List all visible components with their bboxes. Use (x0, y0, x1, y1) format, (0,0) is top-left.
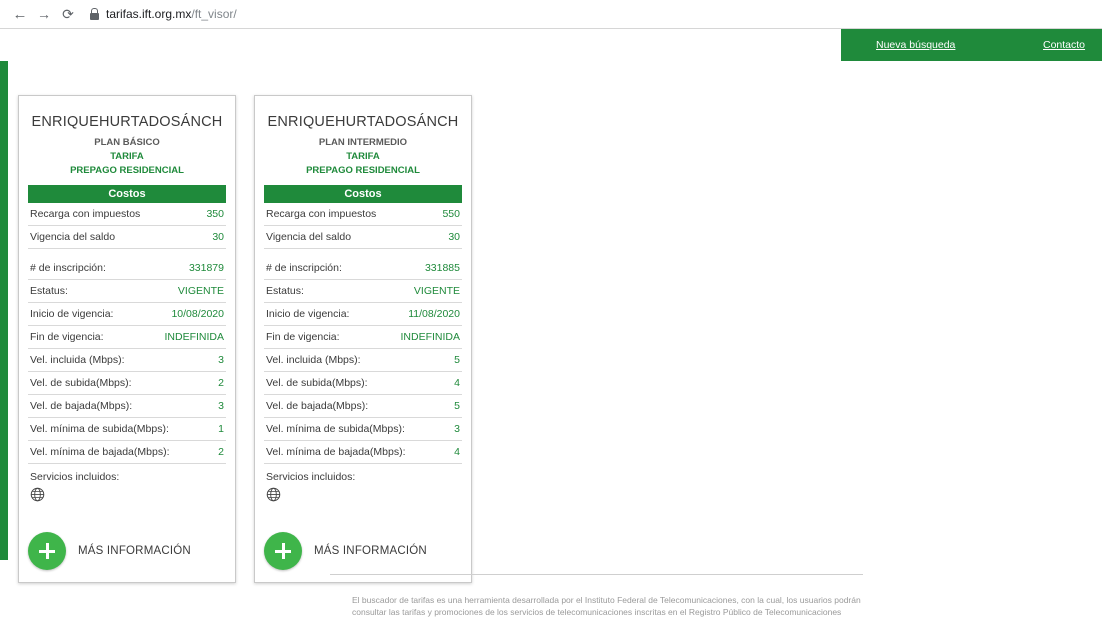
row-label: Vel. de bajada(Mbps): (266, 400, 369, 412)
table-row (264, 226, 462, 249)
row-label: Vel. de subida(Mbps): (266, 377, 368, 389)
row-label: Recarga con impuestos (266, 208, 377, 220)
row-label: Fin de vigencia: (30, 331, 104, 343)
row-value: 3 (218, 354, 224, 366)
table-row (264, 257, 462, 280)
row-label: Vigencia del saldo (266, 231, 352, 243)
table-row (28, 372, 226, 395)
table-row (264, 372, 462, 395)
table-row (28, 418, 226, 441)
table-row (28, 257, 226, 280)
back-icon[interactable]: ← (12, 5, 28, 23)
globe-icon (30, 487, 45, 502)
more-info-label[interactable]: MÁS INFORMACIÓN (78, 545, 191, 557)
table-row (264, 441, 462, 464)
row-value: VIGENTE (413, 285, 460, 297)
table-row (264, 395, 462, 418)
table-row (28, 395, 226, 418)
costs-section-header: Costos (28, 185, 226, 203)
browser-toolbar (0, 0, 1102, 29)
table-row (28, 326, 226, 349)
tariff-card (18, 95, 236, 583)
table-row (28, 349, 226, 372)
row-label: Vel. de bajada(Mbps): (30, 400, 133, 412)
row-value: 5 (454, 400, 460, 412)
table-row (28, 203, 226, 226)
more-info-plus-button[interactable] (28, 532, 66, 570)
more-info-plus-button[interactable] (264, 532, 302, 570)
row-value: 350 (206, 208, 224, 220)
row-value: 331885 (424, 262, 460, 274)
row-value: 30 (212, 231, 224, 243)
row-value: 30 (448, 231, 460, 243)
row-label: Estatus: (30, 285, 68, 297)
nav-link-contacto[interactable]: Contacto (1043, 39, 1086, 51)
card-provider-title: ENRIQUEHURTADOSÁNCH (31, 114, 223, 130)
services-icon-row (264, 485, 462, 502)
card-type: TARIFA (110, 151, 144, 162)
row-label: # de inscripción: (266, 262, 342, 274)
row-value: 550 (442, 208, 460, 220)
costs-section-header: Costos (264, 185, 462, 203)
nav-link-nueva-busqueda[interactable]: Nueva búsqueda (876, 39, 956, 51)
lock-icon (88, 8, 100, 20)
globe-icon (266, 487, 281, 502)
url-domain: tarifas.ift.org.mx (106, 7, 192, 21)
row-label: Vel. mínima de subida(Mbps): (30, 423, 169, 435)
card-type: TARIFA (346, 151, 380, 162)
top-navigation-bar (841, 29, 1102, 61)
row-value: 10/08/2020 (171, 308, 224, 320)
row-label: Vigencia del saldo (30, 231, 116, 243)
card-plan-name: PLAN INTERMEDIO (318, 137, 408, 148)
left-accent-rail (0, 61, 8, 560)
card-modality: PREPAGO RESIDENCIAL (306, 165, 420, 176)
row-value: 1 (218, 423, 224, 435)
table-row (28, 303, 226, 326)
row-value: INDEFINIDA (400, 331, 460, 343)
card-footer (28, 532, 226, 572)
card-footer (264, 532, 462, 572)
table-row (28, 226, 226, 249)
table-row (264, 303, 462, 326)
tariff-card (254, 95, 472, 583)
row-value: 2 (218, 377, 224, 389)
table-row (264, 418, 462, 441)
table-row (28, 441, 226, 464)
more-info-label[interactable]: MÁS INFORMACIÓN (314, 545, 427, 557)
row-label: Vel. incluida (Mbps): (266, 354, 361, 366)
table-row (264, 203, 462, 226)
row-value: 11/08/2020 (408, 308, 460, 320)
services-icon-row (28, 485, 226, 502)
card-modality: PREPAGO RESIDENCIAL (70, 165, 184, 176)
row-value: 3 (454, 423, 460, 435)
tariff-card-list (18, 95, 472, 583)
row-label: Vel. incluida (Mbps): (30, 354, 125, 366)
row-label: Vel. de subida(Mbps): (30, 377, 132, 389)
reload-icon[interactable]: ⟳ (62, 5, 74, 22)
url-path: /ft_visor/ (191, 7, 237, 21)
table-row (264, 349, 462, 372)
row-label: Recarga con impuestos (30, 208, 141, 220)
row-label: Vel. mínima de bajada(Mbps): (266, 446, 406, 458)
table-row (264, 280, 462, 303)
card-provider-title: ENRIQUEHURTADOSÁNCH (267, 114, 459, 130)
services-included-label: Servicios incluidos: (30, 471, 120, 483)
row-label: Estatus: (266, 285, 304, 297)
row-label: Inicio de vigencia: (30, 308, 114, 320)
forward-icon[interactable]: → (37, 6, 51, 22)
services-included-label: Servicios incluidos: (266, 471, 356, 483)
row-value: 4 (454, 377, 460, 389)
address-bar[interactable] (86, 3, 1094, 25)
card-plan-name: PLAN BÁSICO (94, 137, 160, 148)
row-label: Vel. mínima de subida(Mbps): (266, 423, 405, 435)
table-row (264, 326, 462, 349)
table-row (28, 280, 226, 303)
row-value: INDEFINIDA (164, 331, 224, 343)
row-value: VIGENTE (177, 285, 224, 297)
footer-divider (330, 574, 863, 575)
row-label: Fin de vigencia: (266, 331, 340, 343)
row-label: Vel. mínima de bajada(Mbps): (30, 446, 170, 458)
row-label: # de inscripción: (30, 262, 106, 274)
row-value: 3 (218, 400, 224, 412)
row-value: 2 (218, 446, 224, 458)
page-content (0, 29, 1102, 615)
row-value: 331879 (188, 262, 224, 274)
row-label: Inicio de vigencia: (266, 308, 350, 320)
footer-disclaimer: El buscador de tarifas es una herramienta desarrollada por el Instituto Federal de Telecomunicaciones, con la cual, los usuarios podrán consultar las tarifas y promociones de los servicios de telecomunicaciones inscritas en el Registro Público de Telecomunicaciones (352, 595, 861, 617)
row-value: 4 (454, 446, 460, 458)
row-value: 5 (454, 354, 460, 366)
